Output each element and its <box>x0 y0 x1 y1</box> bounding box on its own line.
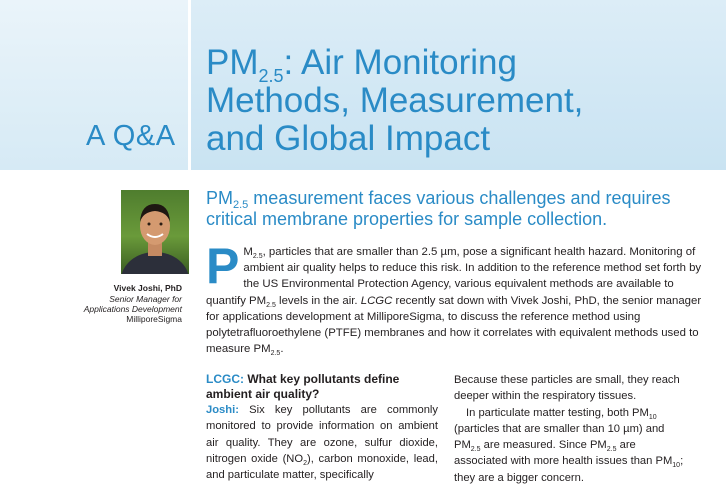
column-left <box>206 372 438 483</box>
column-right-para2: In particulate matter testing, both $PM_{10}$ (particles that are smaller than 10 µm) and $PM_{2.5}$ are measured. Since $PM_{2.5}$ are associated with more health issues than $PM_{10}$; they are a bigger concern. <box>454 406 684 484</box>
question-label: LCGC: <box>206 372 244 386</box>
author-portrait-icon <box>121 190 189 274</box>
answer-paragraph: Joshi: Six key pollutants are commonly monitored to provide information on ambient air quality. They are ozone, sulfur dioxide, nitrogen oxide $(NO_2)$, carbon monoxide, lead, and particulate matter, specifically <box>206 404 438 482</box>
author-company: MilliporeSigma <box>126 314 182 324</box>
column-right <box>454 372 692 486</box>
drop-cap: P <box>206 238 240 294</box>
header-divider <box>188 0 191 170</box>
author-role-line2: Applications Development <box>83 304 182 314</box>
author-name: Vivek Joshi, PhD <box>113 283 182 293</box>
column-right-para1: Because these particles are small, they reach deeper within the respiratory tissues. <box>454 374 680 403</box>
header-banner <box>0 0 726 170</box>
article-deck: $PM_{2.5}$ measurement faces various challenges and requires critical membrane properties for sample collection. <box>206 188 671 229</box>
author-role-line1: Senior Manager for <box>109 294 182 304</box>
intro-paragraph: P $M_{2.5}$, particles that are smaller than 2.5 µm, pose a significant health hazard. Monitoring of ambient air quality helps to reduce this risk. In addition to the reference method set forth by the US Environmental Protection Agency, various equivalent methods are available to quantify $PM_{2.5}$ levels in the air. LCGC recently sat down with Vivek Joshi, PhD, the senior manager for applications development at MilliporeSigma, to discuss the reference method using polytetrafluoroethylene (PTFE) membranes and how it correlates with equivalent methods used to measure $PM_{2.5}$. <box>206 238 702 358</box>
author-photo <box>121 190 189 274</box>
article-title: $PM_{2.5}$: Air Monitoring Methods, Measurement, and Global Impact <box>206 43 584 158</box>
question-heading: LCGC: What key pollutants define ambient air quality? <box>206 372 400 401</box>
header-rule <box>0 170 726 172</box>
author-byline <box>52 283 182 324</box>
answer-label: Joshi: <box>206 404 239 416</box>
article-kicker: A Q&A <box>86 120 176 152</box>
